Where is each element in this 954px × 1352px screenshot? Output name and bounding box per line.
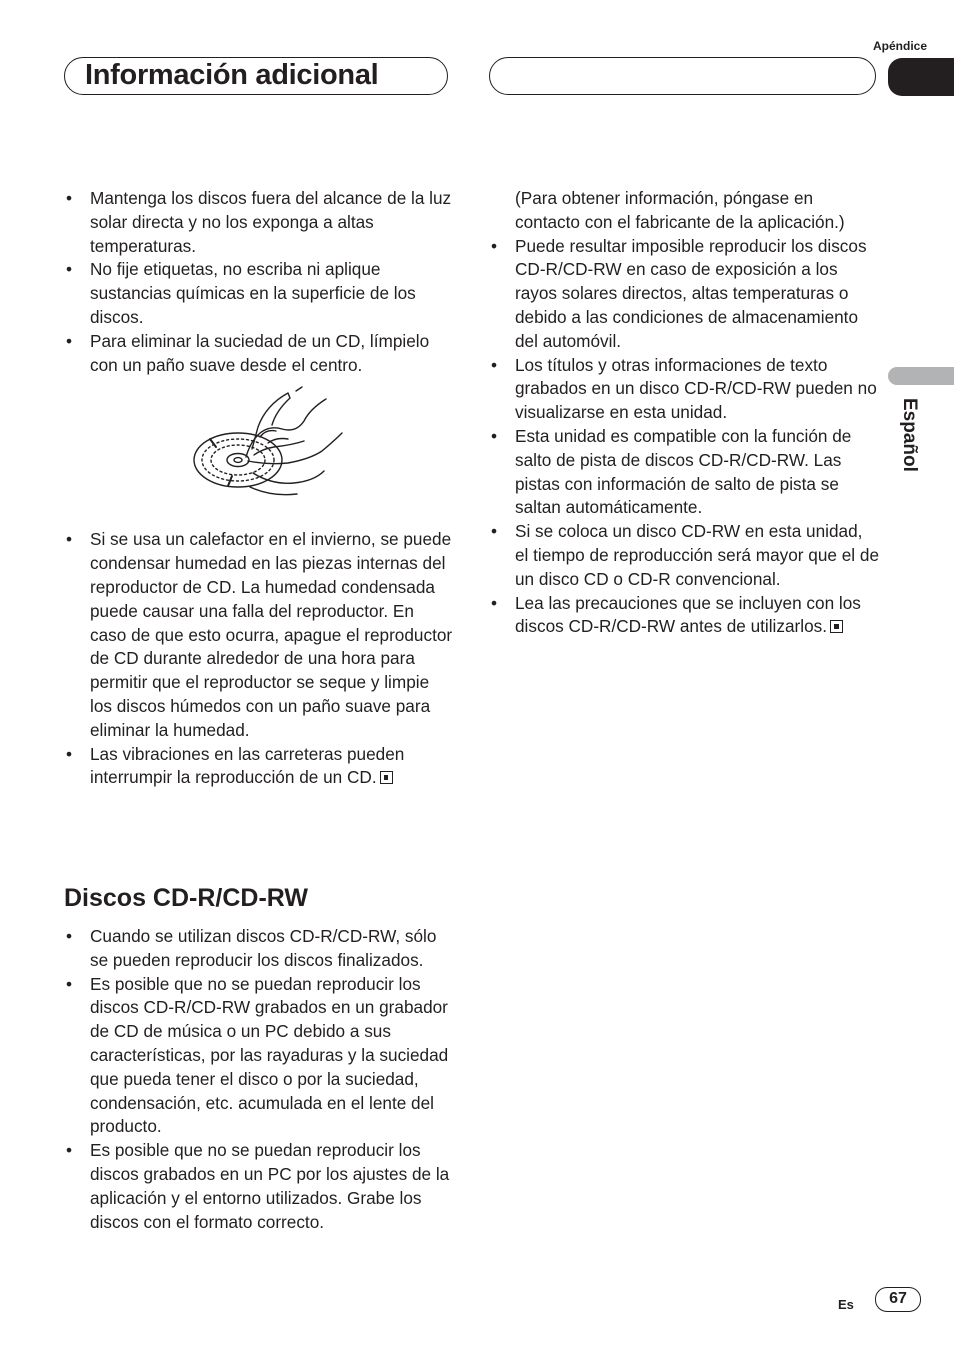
end-mark-icon [830,620,843,633]
list-item: • Los títulos y otras informaciones de texto grabados en un disco CD-R/CD-RW pueden no visualizarse en esta unidad. [489,354,879,425]
list-item: • Mantenga los discos fuera del alcance de la luz solar directa y no los exponga a altas temperaturas. [64,187,454,258]
end-mark-icon [380,771,393,784]
header-blank-box [489,57,876,95]
list-item: • Si se coloca un disco CD-RW en esta unidad, el tiempo de reproducción será mayor que el de un disco CD o CD-R convencional. [489,520,879,591]
cd-cleaning-illustration [192,385,352,515]
section-heading-cdr: Discos CD-R/CD-RW [64,884,308,912]
list-item: • Es posible que no se puedan reproducir los discos CD-R/CD-RW grabados en un grabador de CD de música o un PC debido a sus características, por las rayaduras y la suciedad que pueda tener el disco o por la suciedad, condensación, etc. acumulada en el lente del producto. [64,973,454,1140]
language-tab-marker [888,367,954,385]
condensation-list [64,528,454,790]
list-item-text: Las vibraciones en las carreteras pueden interrumpir la reproducción de un CD. [90,743,405,788]
disc-care-list [64,187,454,377]
cdr-list-container [64,925,454,1234]
section-title-box [64,57,448,95]
list-item: • Puede resultar imposible reproducir los discos CD-R/CD-RW en caso de exposición a los rayos solares directos, altas temperaturas o debido a las condiciones de almacenamiento del automóvil. [489,235,879,354]
header-black-tab [888,58,954,96]
list-item: • Esta unidad es compatible con la función de salto de pista de discos CD-R/CD-RW. Las pistas con información de salto de pista se saltan automáticamente. [489,425,879,520]
page-number: 67 [875,1287,921,1312]
language-tab-label: Español [899,398,920,472]
footer-language-code: Es [838,1297,854,1312]
list-item: • Es posible que no se puedan reproducir los discos grabados en un PC por los ajustes de la aplicación y el entorno utilizados. Grabe los discos con el formato correcto. [64,1139,454,1234]
list-item: • Para eliminar la suciedad de un CD, límpielo con un paño suave desde el centro. [64,330,454,378]
continued-paragraph: (Para obtener información, póngase en contacto con el fabricante de la aplicación.) [515,188,845,232]
list-item [64,743,454,791]
appendix-label: Apéndice [872,39,927,53]
cdr-list [64,925,454,1234]
left-column [64,187,454,790]
cdr-notes-list [489,235,879,640]
list-item: • Si se usa un calefactor en el invierno, se puede condensar humedad en las piezas internas del reproductor de CD. La humedad condensada puede causar una falla del reproductor. En caso de que esto ocurra, apague el reproductor de CD durante alrededor de una hora para permitir que el reproductor se seque y limpie los discos húmedos con un paño suave para eliminar la humedad. [64,528,454,742]
page-title: Información adicional [85,59,379,91]
right-column [489,187,879,639]
list-item: • Cuando se utilizan discos CD-R/CD-RW, sólo se pueden reproducir los discos finalizados. [64,925,454,973]
list-item-text: Lea las precauciones que se incluyen con los discos CD-R/CD-RW antes de utilizarlos. [515,592,861,637]
list-item: • No fije etiquetas, no escriba ni aplique sustancias químicas en la superficie de los discos. [64,258,454,329]
list-item [489,592,879,640]
